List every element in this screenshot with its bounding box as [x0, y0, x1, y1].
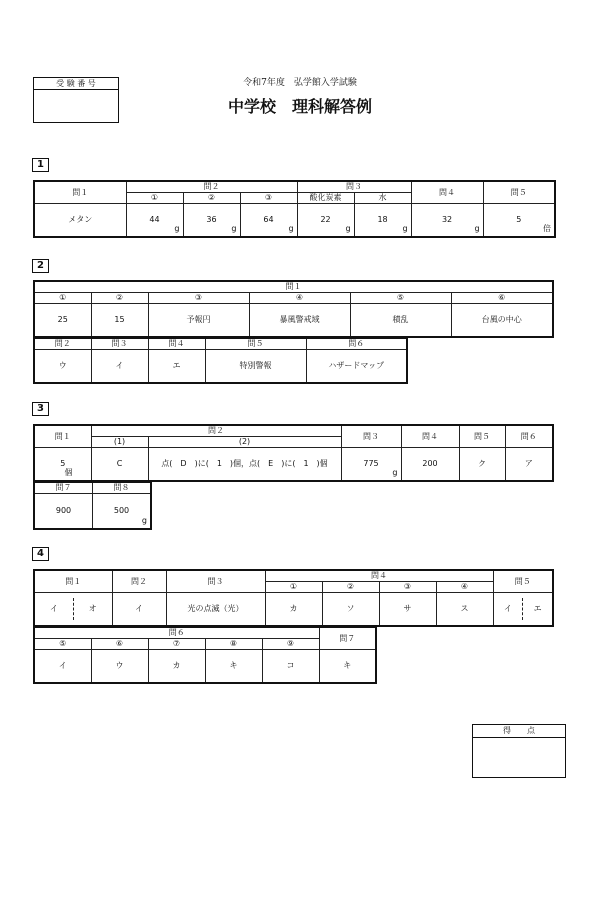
exam-number-box	[33, 77, 119, 123]
s2-q6-header: 問６	[306, 338, 407, 350]
s3-q2-2-answer: 点( D )に( 1 )個，点( E )に( 1 )個	[148, 448, 341, 482]
s1-q3-sub: 酸化炭素	[297, 193, 354, 204]
s4-q6-sub: ⑦	[148, 639, 205, 650]
s2-q1-sub: ④	[249, 293, 350, 304]
s2-q4-answer: エ	[148, 350, 205, 384]
exam-number-field[interactable]	[34, 90, 118, 122]
s1-q2-answer: 44 g	[126, 204, 183, 238]
s2-q1-sub: ①	[34, 293, 91, 304]
s3-q2-1-answer: C	[91, 448, 148, 482]
s3-q5-header: 問５	[459, 425, 505, 448]
section-4-row2-table	[33, 626, 377, 684]
s2-q1-sub: ⑤	[350, 293, 451, 304]
s2-q1-answer: 予報円	[148, 304, 249, 338]
section-1-number: 1	[32, 158, 49, 172]
s4-q6-answer: キ	[205, 650, 262, 684]
score-box	[472, 724, 566, 778]
s2-q6-answer: ハザードマップ	[306, 350, 407, 384]
s4-q2-answer: イ	[112, 593, 166, 627]
s2-q1-header: 問１	[34, 281, 553, 293]
s2-q1-answer: 台風の中心	[451, 304, 553, 338]
s1-q2-answer: 64 g	[240, 204, 297, 238]
s2-q2-answer: ウ	[34, 350, 91, 384]
s4-q4-answer: カ	[265, 593, 322, 627]
s4-q5-header: 問５	[493, 570, 553, 593]
section-2-number: 2	[32, 259, 49, 273]
s4-q6-answer: ウ	[91, 650, 148, 684]
s1-q3-sub: 水	[354, 193, 411, 204]
s2-q1-answer: 15	[91, 304, 148, 338]
s4-q3-answer: 光の点滅（光）	[166, 593, 265, 627]
s4-q2-header: 問２	[112, 570, 166, 593]
section-3-number: 3	[32, 402, 49, 416]
s1-q1-header: 問１	[34, 181, 126, 204]
s2-q2-header: 問２	[34, 338, 91, 350]
s1-q4-header: 問４	[411, 181, 483, 204]
section-2-q1-table	[33, 280, 554, 338]
s3-q2-sub2: (2)	[148, 437, 341, 448]
s2-q3-header: 問３	[91, 338, 148, 350]
s4-q7-answer: キ	[319, 650, 376, 684]
s3-q6-answer: ア	[505, 448, 553, 482]
s1-q2-sub: ②	[183, 193, 240, 204]
s4-q4-sub: ③	[379, 582, 436, 593]
section-1-table	[33, 180, 556, 238]
score-label: 得 点	[473, 725, 565, 738]
page-title: 中学校 理科解答例	[227, 97, 372, 116]
s4-q4-sub: ②	[322, 582, 379, 593]
s3-q2-sub1: (1)	[91, 437, 148, 448]
s2-q1-sub: ③	[148, 293, 249, 304]
exam-number-label: 受 験 番 号	[34, 78, 118, 90]
s1-q2-sub: ③	[240, 193, 297, 204]
section-3-table	[33, 424, 554, 482]
s4-q4-answer: ス	[436, 593, 493, 627]
section-3-row2-table	[33, 481, 152, 530]
s2-q1-sub: ②	[91, 293, 148, 304]
s4-q6-sub: ⑨	[262, 639, 319, 650]
s2-q4-header: 問４	[148, 338, 205, 350]
s4-q4-answer: サ	[379, 593, 436, 627]
s1-q2-answer: 36 g	[183, 204, 240, 238]
s1-q4-answer: 32 g	[411, 204, 483, 238]
s3-q8-answer: 500 g	[93, 494, 152, 530]
s2-q3-answer: イ	[91, 350, 148, 384]
s3-q2-header: 問２	[91, 425, 341, 437]
s3-q4-header: 問４	[401, 425, 459, 448]
s3-q1-answer: 5 個	[34, 448, 91, 482]
s1-q3-header: 問３	[297, 181, 411, 193]
s1-q5-header: 問５	[483, 181, 555, 204]
s2-q1-answer: 暴風警戒域	[249, 304, 350, 338]
s3-q1-header: 問１	[34, 425, 91, 448]
s4-q6-sub: ⑤	[34, 639, 91, 650]
exam-info: 令和7年度 弘学館入学試験	[243, 78, 357, 88]
s3-q3-answer: 775 g	[341, 448, 401, 482]
s3-q3-header: 問３	[341, 425, 401, 448]
s2-q5-header: 問５	[205, 338, 306, 350]
s1-q1-answer: メタン	[34, 204, 126, 238]
s4-q4-sub: ①	[265, 582, 322, 593]
s4-q6-sub: ⑧	[205, 639, 262, 650]
s2-q1-sub: ⑥	[451, 293, 553, 304]
s2-q1-answer: 積乱	[350, 304, 451, 338]
s4-q4-answer: ソ	[322, 593, 379, 627]
section-2-row2-table	[33, 337, 408, 384]
s1-q5-answer: 5 倍	[483, 204, 555, 238]
s4-q6-sub: ⑥	[91, 639, 148, 650]
section-4-number: 4	[32, 547, 49, 561]
s1-q3-answer: 18 g	[354, 204, 411, 238]
s4-q5-answer: イ エ	[493, 593, 553, 627]
s1-q2-header: 問２	[126, 181, 297, 193]
s2-q1-answer: 25	[34, 304, 91, 338]
s4-q1-answer: イ オ	[34, 593, 112, 627]
s3-q7-answer: 900	[34, 494, 93, 530]
section-4-table	[33, 569, 554, 627]
s3-q4-answer: 200	[401, 448, 459, 482]
s3-q6-header: 問６	[505, 425, 553, 448]
s4-q4-header: 問４	[265, 570, 493, 582]
s4-q6-answer: コ	[262, 650, 319, 684]
score-field[interactable]	[473, 738, 565, 777]
s3-q8-header: 問８	[93, 482, 152, 494]
s2-q5-answer: 特別警報	[205, 350, 306, 384]
s4-q6-answer: イ	[34, 650, 91, 684]
s4-q6-header: 問６	[34, 627, 319, 639]
s4-q7-header: 問７	[319, 627, 376, 650]
s1-q3-answer: 22 g	[297, 204, 354, 238]
s4-q3-header: 問３	[166, 570, 265, 593]
s4-q1-header: 問１	[34, 570, 112, 593]
s3-q7-header: 問７	[34, 482, 93, 494]
s4-q4-sub: ④	[436, 582, 493, 593]
s1-q2-sub: ①	[126, 193, 183, 204]
s3-q5-answer: ク	[459, 448, 505, 482]
s4-q6-answer: カ	[148, 650, 205, 684]
